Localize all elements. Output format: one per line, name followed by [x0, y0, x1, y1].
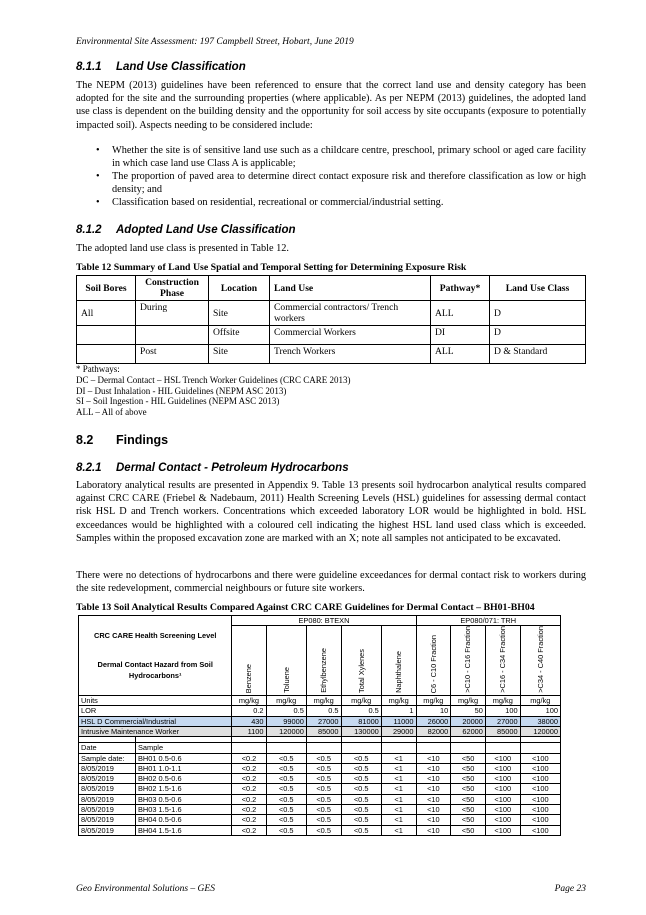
result-cell: <0.5 — [306, 805, 341, 815]
value-cell: 100 — [520, 706, 560, 716]
value-cell: mg/kg — [232, 696, 266, 706]
result-cell: <0.2 — [232, 774, 266, 784]
value-cell: 85000 — [306, 726, 341, 736]
cell — [77, 345, 136, 364]
sample-id: BH01 1.0-1.1 — [136, 763, 232, 773]
table-13-wrapper — [78, 615, 561, 836]
result-cell: <0.2 — [232, 805, 266, 815]
table12-notes — [76, 364, 351, 418]
result-cell: <100 — [520, 774, 560, 784]
result-cell: <100 — [485, 774, 520, 784]
result-cell: <10 — [416, 763, 451, 773]
result-cell: <0.5 — [341, 815, 381, 825]
value-cell: 0.5 — [341, 706, 381, 716]
sample-row — [79, 774, 561, 784]
heading-title: Findings — [116, 433, 169, 447]
cell: Commercial contractors/ Trench workers — [270, 301, 431, 326]
sample-id: BH03 0.5-0.6 — [136, 794, 232, 804]
value-cell: 1 — [381, 706, 416, 716]
value-cell: mg/kg — [266, 696, 306, 706]
sample-row — [79, 794, 561, 804]
lor-row — [79, 706, 561, 716]
result-cell: <10 — [416, 815, 451, 825]
table12-caption: Table 12 Summary of Land Use Spatial and Temporal Setting for Determining Exposure Risk — [76, 262, 467, 273]
result-cell: <100 — [520, 825, 560, 835]
result-cell: <0.5 — [341, 825, 381, 835]
paragraph-dermal-1: Laboratory analytical results are presented in Appendix 9. Table 13 presents soil hydrocarbon analytical results compared against CRC CARE (Friebel & Nadebaum, 2011) Health Screening Levels (HSL) guidelines for assessing dermal contact risk HSL D and Trench workers. Concentrations which exceeded laboratory LOR would be highlighted in bold. HSL exceedances would be highlighted with a coloured cell indicating the highest HSL land used class which is exceeded. Samples within the proposed excavation zone are marked with an X; note all samples not anticipated to be excavated. — [76, 480, 586, 544]
result-cell: <0.2 — [232, 784, 266, 794]
result-cell: <0.5 — [341, 774, 381, 784]
table-13 — [78, 615, 561, 836]
sample-row — [79, 815, 561, 825]
sample-id: BH04 1.5-1.6 — [136, 825, 232, 835]
sample-date: 8/05/2019 — [79, 774, 136, 784]
cell: Site — [209, 301, 270, 326]
result-cell: <0.2 — [232, 825, 266, 835]
result-cell: <0.5 — [306, 794, 341, 804]
empty-cell — [266, 743, 306, 753]
result-cell: <10 — [416, 805, 451, 815]
result-cell: <0.5 — [266, 763, 306, 773]
heading-8-2 — [76, 433, 168, 447]
title-line-2: Dermal Contact Hazard from Soil Hydrocarbons¹ — [97, 660, 213, 681]
cell: Post — [136, 345, 209, 364]
result-cell: <100 — [485, 825, 520, 835]
heading-number: 8.1.1 — [76, 61, 102, 73]
analyte-label: >C16 - C34 Fraction — [498, 626, 508, 694]
col-header: Soil Bores — [77, 276, 136, 301]
table-row — [77, 326, 586, 345]
heading-title: Land Use Classification — [116, 61, 246, 73]
analyte-label: C6 - C10 Fraction — [428, 634, 438, 694]
row-label: Intrusive Maintenance Worker — [79, 726, 232, 736]
bullet-item: • The proportion of paved area to determine direct contact exposure risk and therefore classification as low or high density; and — [76, 170, 586, 196]
result-cell: <0.5 — [341, 805, 381, 815]
table13-caption: Table 13 Soil Analytical Results Compared Against CRC CARE Guidelines for Dermal Contact – BH01-BH04 — [76, 602, 535, 613]
result-cell: <0.5 — [341, 753, 381, 763]
heading-8-1-2 — [76, 224, 296, 236]
empty-cell — [485, 743, 520, 753]
cell: DI — [431, 326, 490, 345]
result-cell: <1 — [381, 784, 416, 794]
bullet-list — [76, 144, 586, 209]
value-cell: 120000 — [266, 726, 306, 736]
analyte-label: >C10 - C16 Fraction — [463, 626, 473, 694]
note-line: DC – Dermal Contact – HSL Trench Worker Guidelines (CRC CARE 2013) — [76, 374, 351, 385]
hsl-row — [79, 716, 561, 726]
value-cell: 50 — [451, 706, 486, 716]
paragraph-dermal-2: There were no detections of hydrocarbons and there were guideline exceedances for dermal contact risk to workers during the site redevelopment, commercial neighbours or future site workers. — [76, 570, 586, 595]
maint-row — [79, 726, 561, 736]
analyte-header — [381, 626, 416, 696]
analyte-header — [232, 626, 266, 696]
value-cell: 0.5 — [306, 706, 341, 716]
sample-row — [79, 763, 561, 773]
analyte-label: Benzene — [244, 663, 254, 694]
analyte-header — [520, 626, 560, 696]
result-cell: <0.2 — [232, 815, 266, 825]
result-cell: <0.5 — [266, 825, 306, 835]
running-header: Environmental Site Assessment: 197 Campbell Street, Hobart, June 2019 — [76, 37, 354, 47]
group-btexn: EP080: BTEXN — [232, 616, 416, 626]
value-cell: 130000 — [341, 726, 381, 736]
cell — [77, 326, 136, 345]
heading-title: Adopted Land Use Classification — [116, 224, 296, 236]
table-12 — [76, 275, 586, 364]
cell: Trench Workers — [270, 345, 431, 364]
value-cell: 1100 — [232, 726, 266, 736]
analyte-label: Total Xylenes — [356, 649, 366, 694]
result-cell: <100 — [520, 794, 560, 804]
result-cell: <0.5 — [306, 774, 341, 784]
sample-date: 8/05/2019 — [79, 815, 136, 825]
value-cell: 0.2 — [232, 706, 266, 716]
result-cell: <100 — [520, 763, 560, 773]
analyte-label: Naphthalene — [394, 651, 403, 694]
title-line-1: CRC CARE Health Screening Level — [94, 631, 217, 641]
bullet-item: • Classification based on residential, recreational or commercial/industrial setting. — [76, 196, 586, 209]
col-header: Location — [209, 276, 270, 301]
value-cell: 430 — [232, 716, 266, 726]
result-cell: <50 — [451, 774, 486, 784]
result-cell: <50 — [451, 815, 486, 825]
sample-id: BH03 1.5-1.6 — [136, 805, 232, 815]
bullet-item: • Whether the site is of sensitive land use such as a childcare centre, preschool, primary school or aged care facility in which case land use Class A is applicable; — [76, 144, 586, 170]
sample-row — [79, 784, 561, 794]
result-cell: <50 — [451, 825, 486, 835]
value-cell: 85000 — [485, 726, 520, 736]
value-cell: 120000 — [520, 726, 560, 736]
row-label: LOR — [79, 706, 232, 716]
heading-number: 8.2 — [76, 433, 94, 447]
sample-date: Sample date: — [79, 753, 136, 763]
sample-row — [79, 753, 561, 763]
heading-title: Dermal Contact - Petroleum Hydrocarbons — [116, 462, 349, 474]
result-cell: <1 — [381, 805, 416, 815]
result-cell: <100 — [520, 805, 560, 815]
empty-cell — [520, 743, 560, 753]
result-cell: <1 — [381, 815, 416, 825]
value-cell: mg/kg — [306, 696, 341, 706]
table-header-row — [77, 276, 586, 301]
result-cell: <0.5 — [306, 753, 341, 763]
result-cell: <1 — [381, 825, 416, 835]
result-cell: <0.2 — [232, 794, 266, 804]
result-cell: <0.5 — [266, 815, 306, 825]
col-header: Construction Phase — [136, 276, 209, 301]
value-cell: mg/kg — [381, 696, 416, 706]
sample-id: BH01 0.5-0.6 — [136, 753, 232, 763]
result-cell: <1 — [381, 794, 416, 804]
heading-number: 8.1.2 — [76, 224, 102, 236]
footer-company: Geo Environmental Solutions – GES — [76, 884, 215, 894]
cell: During — [136, 301, 209, 326]
table-row — [77, 301, 586, 326]
value-cell: 99000 — [266, 716, 306, 726]
value-cell: mg/kg — [451, 696, 486, 706]
sample-date: 8/05/2019 — [79, 763, 136, 773]
empty-cell — [232, 743, 266, 753]
note-line: DI – Dust Inhalation - HIL Guidelines (NEPM ASC 2013) — [76, 385, 287, 396]
result-cell: <0.5 — [341, 794, 381, 804]
result-cell: <100 — [485, 815, 520, 825]
units-row — [79, 696, 561, 706]
sample-header: Sample — [136, 743, 232, 753]
value-cell: 38000 — [520, 716, 560, 726]
cell: Site — [209, 345, 270, 364]
result-cell: <50 — [451, 784, 486, 794]
result-cell: <0.2 — [232, 763, 266, 773]
result-cell: <0.5 — [266, 805, 306, 815]
result-cell: <50 — [451, 805, 486, 815]
cell: D — [490, 326, 586, 345]
result-cell: <1 — [381, 753, 416, 763]
value-cell: 20000 — [451, 716, 486, 726]
table-row — [77, 345, 586, 364]
analyte-label: Toluene — [281, 667, 291, 694]
value-cell: 27000 — [485, 716, 520, 726]
result-cell: <0.5 — [306, 815, 341, 825]
sample-row — [79, 805, 561, 815]
title-cell — [79, 616, 232, 696]
result-cell: <10 — [416, 825, 451, 835]
col-header: Land Use — [270, 276, 431, 301]
result-cell: <100 — [485, 753, 520, 763]
group-header-row — [79, 616, 561, 626]
result-cell: <50 — [451, 753, 486, 763]
result-cell: <0.5 — [306, 763, 341, 773]
result-cell: <100 — [520, 784, 560, 794]
result-cell: <0.5 — [306, 825, 341, 835]
analyte-label: Ethylbenzene — [319, 648, 329, 694]
result-cell: <0.5 — [341, 763, 381, 773]
result-cell: <10 — [416, 774, 451, 784]
sample-row — [79, 825, 561, 835]
value-cell: 11000 — [381, 716, 416, 726]
value-cell: mg/kg — [520, 696, 560, 706]
result-cell: <0.5 — [266, 794, 306, 804]
date-sample-header-row — [79, 743, 561, 753]
value-cell: mg/kg — [341, 696, 381, 706]
result-cell: <50 — [451, 763, 486, 773]
heading-8-2-1 — [76, 462, 349, 474]
empty-cell — [306, 743, 341, 753]
analyte-header — [341, 626, 381, 696]
paragraph-land-use: The NEPM (2013) guidelines have been referenced to ensure that the correct land use and density category has been adopted for the site and the surrounding properties (where applicable). As per NEPM (2013) guidelines, the adopted land use class is dependent on the building density and the opportunity for soil access by site occupants (exposure to potentially impacted soil). Aspects needing to be considered include: — [76, 80, 586, 131]
cell: Offsite — [209, 326, 270, 345]
result-cell: <100 — [485, 784, 520, 794]
row-label: HSL D Commercial/Industrial — [79, 716, 232, 726]
note-line: ALL – All of above — [76, 407, 147, 418]
empty-cell — [451, 743, 486, 753]
cell: All — [77, 301, 136, 326]
col-header: Land Use Class — [490, 276, 586, 301]
sample-date: 8/05/2019 — [79, 805, 136, 815]
cell: D & Standard — [490, 345, 586, 364]
analyte-label: >C34 - C40 Fraction — [535, 626, 545, 694]
heading-number: 8.2.1 — [76, 462, 102, 474]
value-cell: 82000 — [416, 726, 451, 736]
result-cell: <0.5 — [306, 784, 341, 794]
analyte-header — [485, 626, 520, 696]
paragraph-adopted: The adopted land use class is presented in Table 12. — [76, 243, 289, 254]
result-cell: <50 — [451, 794, 486, 804]
sample-id: BH04 0.5-0.6 — [136, 815, 232, 825]
cell: Commercial Workers — [270, 326, 431, 345]
table-13-body — [79, 696, 561, 836]
value-cell: 62000 — [451, 726, 486, 736]
value-cell: mg/kg — [485, 696, 520, 706]
result-cell: <10 — [416, 784, 451, 794]
result-cell: <1 — [381, 774, 416, 784]
note-line: SI – Soil Ingestion - HIL Guidelines (NEPM ASC 2013) — [76, 396, 280, 407]
value-cell: 100 — [485, 706, 520, 716]
heading-8-1-1 — [76, 61, 246, 73]
result-cell: <1 — [381, 763, 416, 773]
cell: D — [490, 301, 586, 326]
analyte-header — [416, 626, 451, 696]
analyte-header — [266, 626, 306, 696]
result-cell: <0.5 — [341, 784, 381, 794]
result-cell: <100 — [520, 815, 560, 825]
note-line: * Pathways: — [76, 364, 120, 374]
result-cell: <100 — [485, 794, 520, 804]
sample-id: BH02 1.5-1.6 — [136, 784, 232, 794]
date-header: Date — [79, 743, 136, 753]
footer-page-number: Page 23 — [554, 884, 586, 894]
cell: ALL — [431, 345, 490, 364]
result-cell: <0.5 — [266, 784, 306, 794]
sample-id: BH02 0.5-0.6 — [136, 774, 232, 784]
value-cell: 29000 — [381, 726, 416, 736]
value-cell: 81000 — [341, 716, 381, 726]
empty-cell — [341, 743, 381, 753]
value-cell: 0.5 — [266, 706, 306, 716]
value-cell: 27000 — [306, 716, 341, 726]
col-header: Pathway* — [431, 276, 490, 301]
sample-date: 8/05/2019 — [79, 784, 136, 794]
result-cell: <0.5 — [266, 753, 306, 763]
cell: ALL — [431, 301, 490, 326]
value-cell: 26000 — [416, 716, 451, 726]
result-cell: <0.5 — [266, 774, 306, 784]
value-cell: mg/kg — [416, 696, 451, 706]
value-cell: 10 — [416, 706, 451, 716]
result-cell: <100 — [485, 763, 520, 773]
empty-cell — [381, 743, 416, 753]
result-cell: <100 — [485, 805, 520, 815]
empty-cell — [416, 743, 451, 753]
group-trh: EP080/071: TRH — [416, 616, 561, 626]
analyte-header — [451, 626, 486, 696]
cell — [136, 326, 209, 345]
result-cell: <0.2 — [232, 753, 266, 763]
sample-date: 8/05/2019 — [79, 825, 136, 835]
sample-date: 8/05/2019 — [79, 794, 136, 804]
result-cell: <100 — [520, 753, 560, 763]
row-label: Units — [79, 696, 232, 706]
result-cell: <10 — [416, 753, 451, 763]
running-footer — [76, 884, 586, 894]
result-cell: <10 — [416, 794, 451, 804]
analyte-header — [306, 626, 341, 696]
